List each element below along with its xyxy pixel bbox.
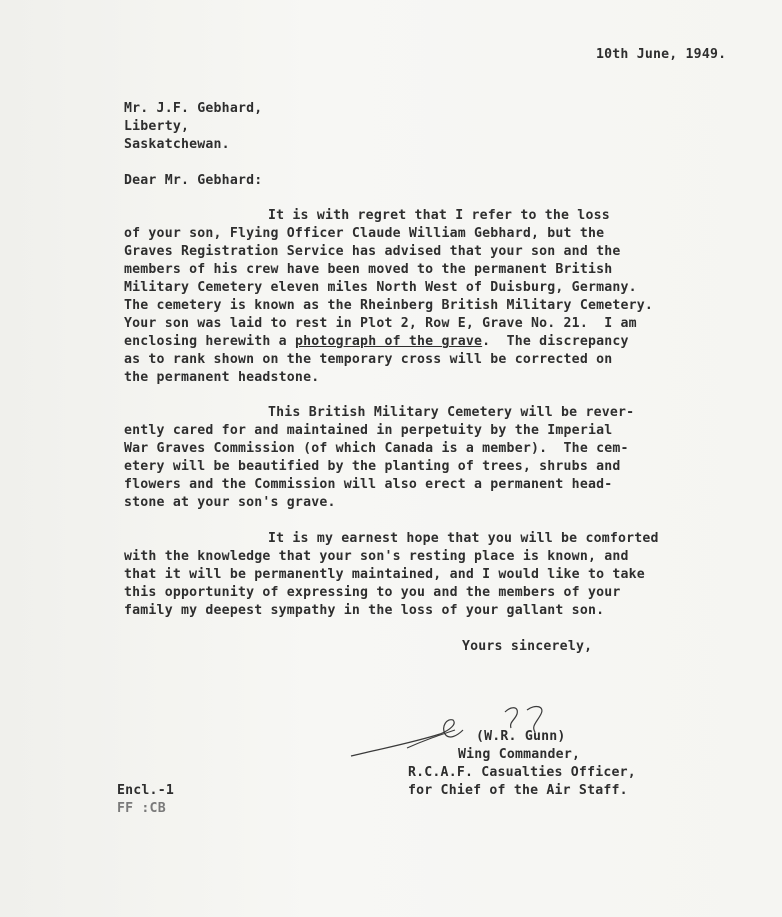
para2-line4: etery will be beautified by the planting of trees, shrubs and bbox=[124, 459, 621, 474]
address-line-town: Liberty, bbox=[124, 119, 190, 134]
letter-date: 10th June, 1949. bbox=[596, 47, 727, 62]
closing: Yours sincerely, bbox=[462, 639, 593, 654]
para1-line7: Your son was laid to rest in Plot 2, Row E, Grave No. 21. I am bbox=[124, 316, 637, 331]
para3-line5: family my deepest sympathy in the loss of your gallant son. bbox=[124, 603, 605, 618]
para2-line2: ently cared for and maintained in perpetuity by the Imperial bbox=[124, 423, 613, 438]
para1-line8 bbox=[124, 333, 629, 351]
address-line-name: Mr. J.F. Gebhard, bbox=[124, 101, 263, 116]
salutation: Dear Mr. Gebhard: bbox=[124, 173, 263, 188]
signatory-name: (W.R. Gunn) bbox=[476, 729, 566, 744]
para2-line1: This British Military Cemetery will be rever- bbox=[268, 405, 635, 420]
para3-line3: that it will be permanently maintained, and I would like to take bbox=[124, 567, 645, 582]
signatory-for: for Chief of the Air Staff. bbox=[408, 783, 628, 798]
para1-line8-start: enclosing herewith a bbox=[124, 334, 295, 349]
reference-initials: FF :CB bbox=[117, 801, 166, 816]
para1-line1: It is with regret that I refer to the loss bbox=[268, 208, 610, 223]
address-line-province: Saskatchewan. bbox=[124, 137, 230, 152]
underlined-photograph-phrase: photograph of the grave bbox=[294, 334, 483, 349]
enclosure-note: Encl.-1 bbox=[117, 783, 174, 798]
para1-line2: of your son, Flying Officer Claude William Gebhard, but the bbox=[124, 226, 605, 241]
para1-line8-end: . The discrepancy bbox=[482, 334, 629, 349]
para1-line6: The cemetery is known as the Rheinberg British Military Cemetery. bbox=[124, 298, 654, 313]
para1-line10: the permanent headstone. bbox=[124, 370, 320, 385]
para3-line4: this opportunity of expressing to you and the members of your bbox=[124, 585, 621, 600]
para3-line1: It is my earnest hope that you will be comforted bbox=[268, 531, 659, 546]
para2-line5: flowers and the Commission will also erect a permanent head- bbox=[124, 477, 613, 492]
signatory-title: R.C.A.F. Casualties Officer, bbox=[408, 765, 636, 780]
signatory-rank: Wing Commander, bbox=[458, 747, 581, 762]
para1-line4: members of his crew have been moved to the permanent British bbox=[124, 262, 613, 277]
para3-line2: with the knowledge that your son's resting place is known, and bbox=[124, 549, 629, 564]
para2-line6: stone at your son's grave. bbox=[124, 495, 336, 510]
para1-line5: Military Cemetery eleven miles North West of Duisburg, Germany. bbox=[124, 280, 637, 295]
para2-line3: War Graves Commission (of which Canada is a member). The cem- bbox=[124, 441, 629, 456]
para1-line3: Graves Registration Service has advised that your son and the bbox=[124, 244, 621, 259]
para1-line9: as to rank shown on the temporary cross will be corrected on bbox=[124, 352, 613, 367]
